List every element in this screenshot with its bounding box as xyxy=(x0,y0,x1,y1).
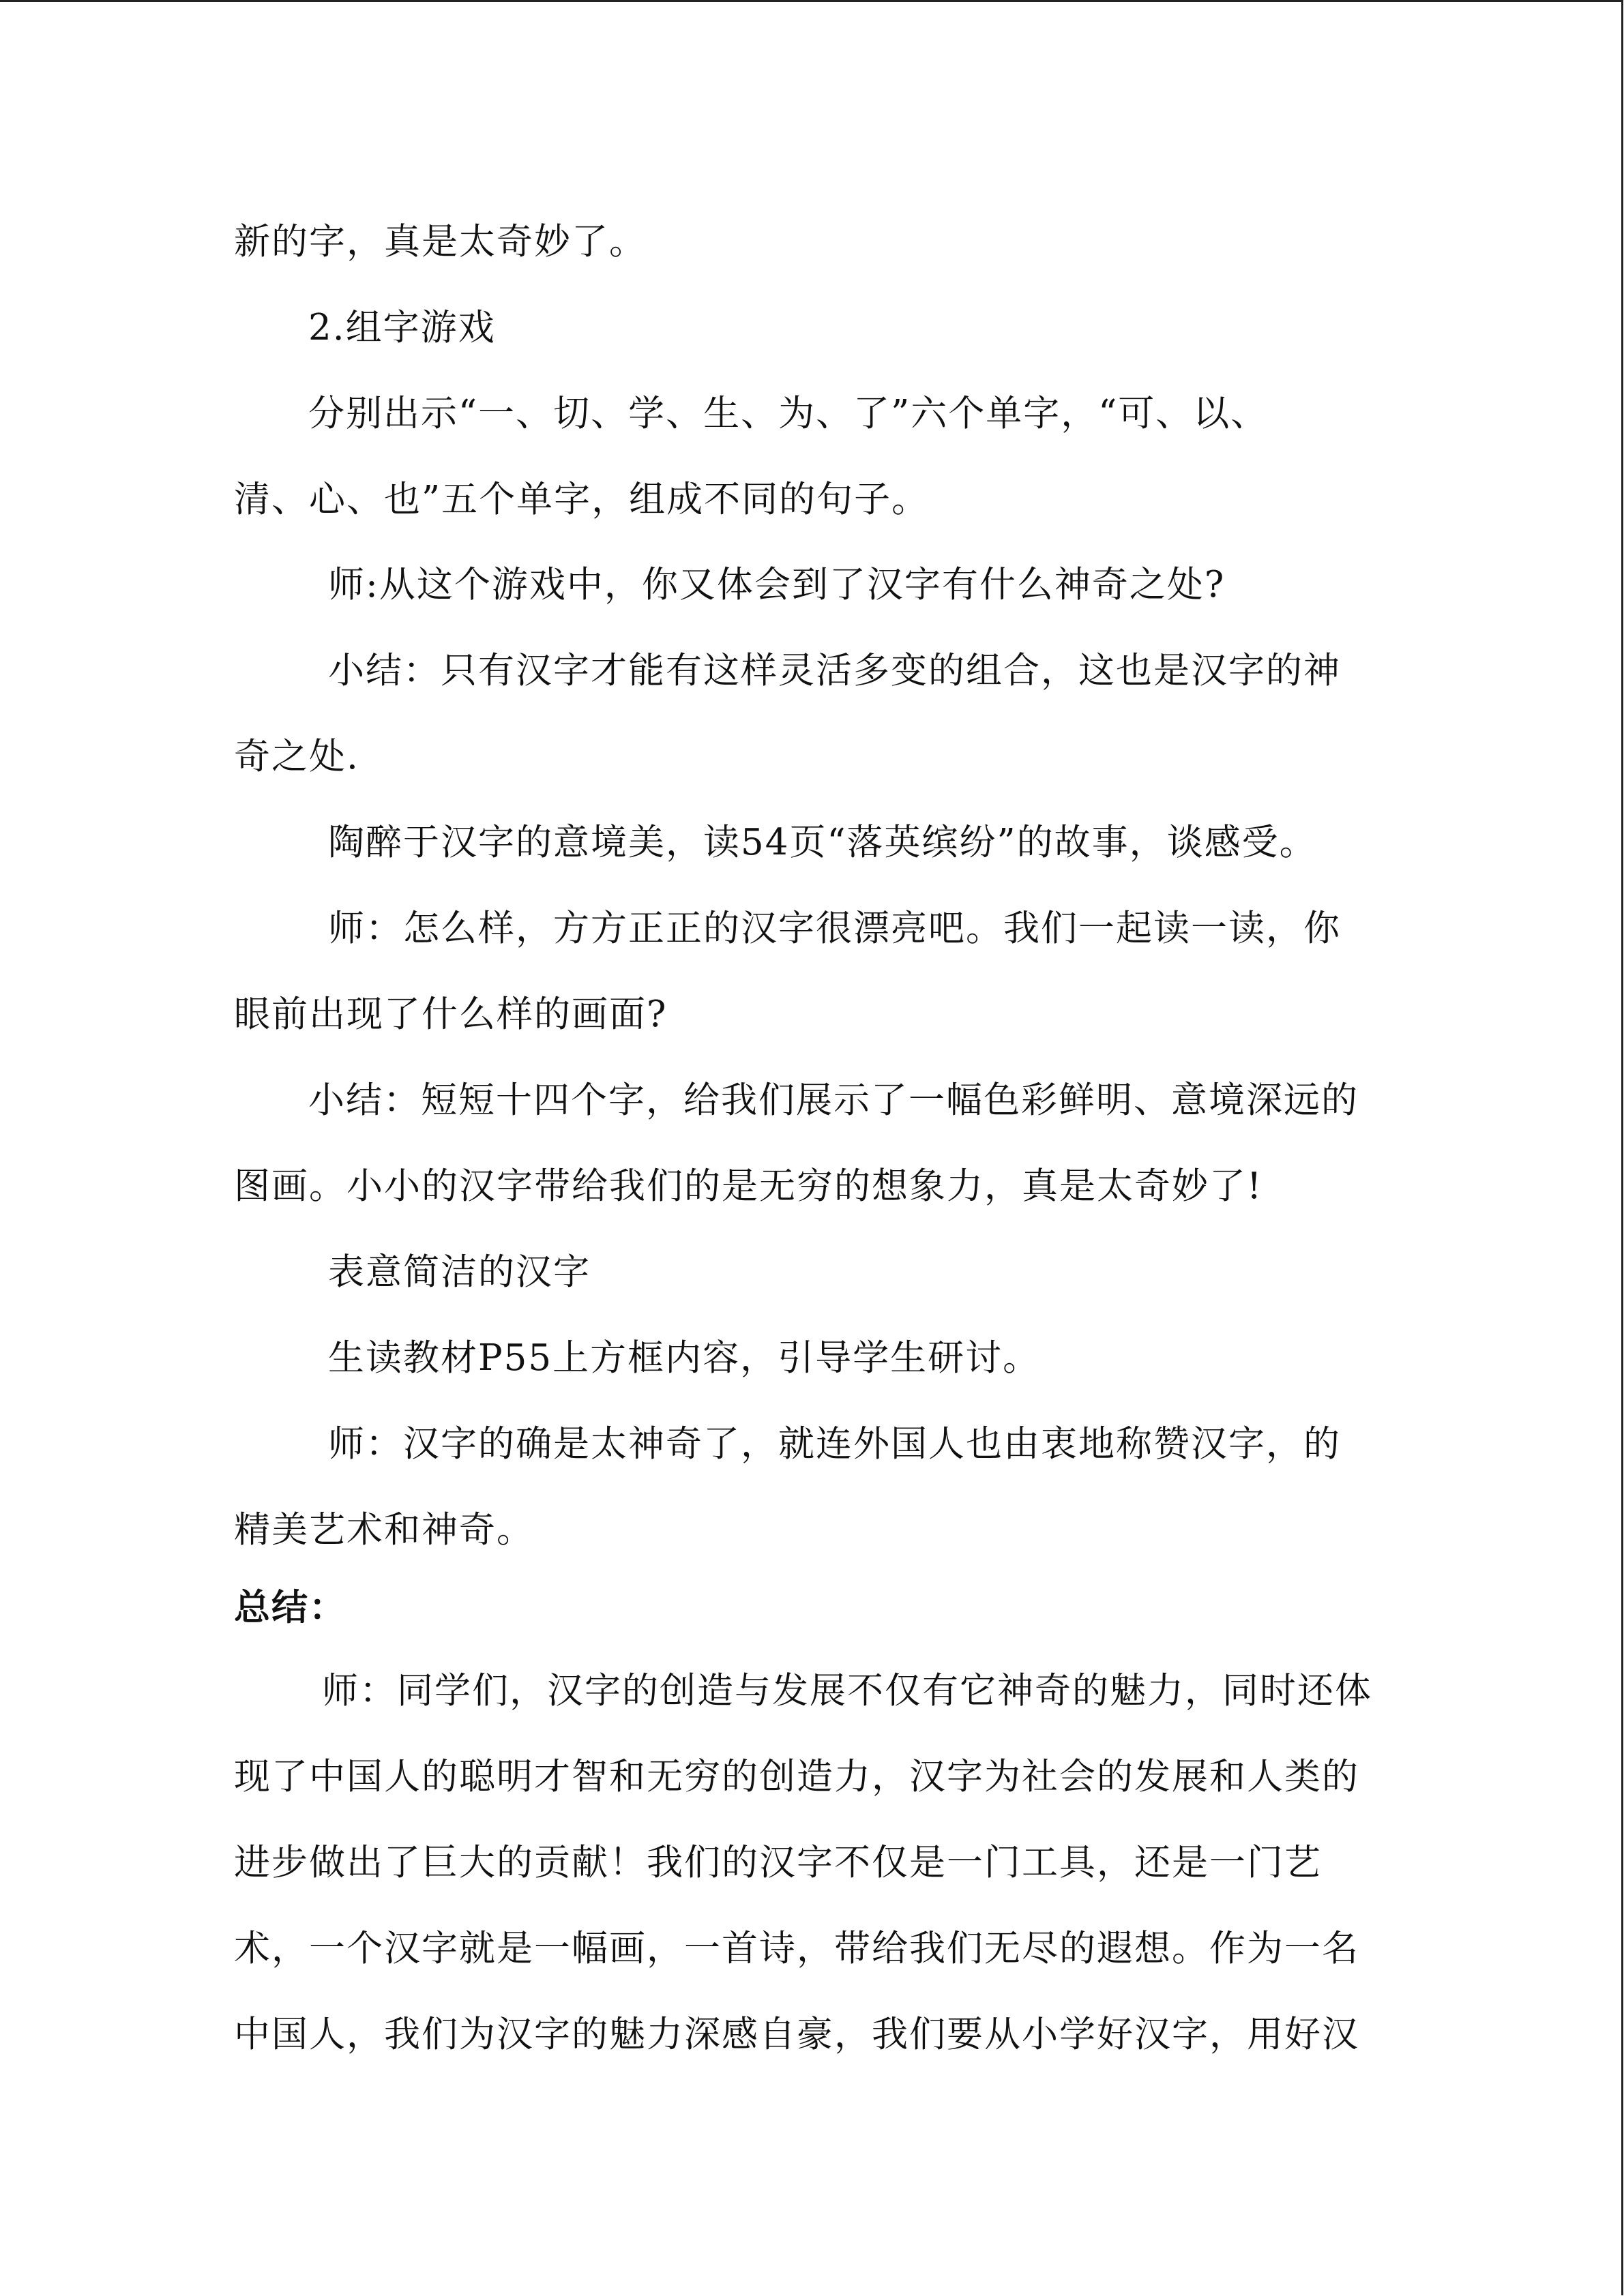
section-heading-concise-meaning: 表意简洁的汉字 xyxy=(328,1251,591,1293)
text-line-5: 师:从这个游戏中，你又体会到了汉字有什么神奇之处? xyxy=(328,564,1226,606)
text-line-6: 小结：只有汉字才能有这样灵活多变的组合，这也是汉字的神 xyxy=(328,650,1341,691)
summary-heading: 总结： xyxy=(234,1587,346,1628)
text-line-12: 图画。小小的汉字带给我们的是无穷的想象力，真是太奇妙了! xyxy=(234,1165,1263,1207)
text-line-1: 新的字，真是太奇妙了。 xyxy=(234,221,647,263)
text-line-7: 奇之处. xyxy=(234,736,359,777)
text-line-9: 师：怎么样，方方正正的汉字很漂亮吧。我们一起读一读，你 xyxy=(328,908,1341,949)
text-line-8: 陶醉于汉字的意境美，读54页“落英缤纷”的故事，谈感受。 xyxy=(328,822,1317,863)
text-line-11: 小结：短短十四个字，给我们展示了一幅色彩鲜明、意境深远的 xyxy=(308,1079,1359,1121)
text-line-3: 分别出示“一、切、学、生、为、了”六个单字，“可、以、 xyxy=(308,393,1269,434)
text-line-10: 眼前出现了什么样的画面? xyxy=(234,994,668,1035)
text-line-4: 清、心、也”五个单字，组成不同的句子。 xyxy=(234,479,930,520)
text-line-14: 生读教材P55上方框内容，引导学生研讨。 xyxy=(328,1337,1041,1379)
text-line-18: 师：同学们，汉字的创造与发展不仅有它神奇的魅力，同时还体 xyxy=(322,1670,1372,1712)
text-line-15: 师：汉字的确是太神奇了，就连外国人也由衷地称赞汉字，的 xyxy=(328,1423,1341,1465)
text-line-19: 现了中国人的聪明才智和无穷的创造力，汉字为社会的发展和人类的 xyxy=(234,1756,1359,1798)
text-line-21: 术，一个汉字就是一幅画，一首诗，带给我们无尽的遐想。作为一名 xyxy=(234,1928,1359,1969)
text-line-22: 中国人，我们为汉字的魅力深感自豪，我们要从小学好汉字，用好汉 xyxy=(234,2014,1359,2055)
text-line-16: 精美艺术和神奇。 xyxy=(234,1509,534,1551)
section-heading-compose-game: 2.组字游戏 xyxy=(308,307,496,348)
text-line-20: 进步做出了巨大的贡献！我们的汉字不仅是一门工具，还是一门艺 xyxy=(234,1842,1322,1883)
